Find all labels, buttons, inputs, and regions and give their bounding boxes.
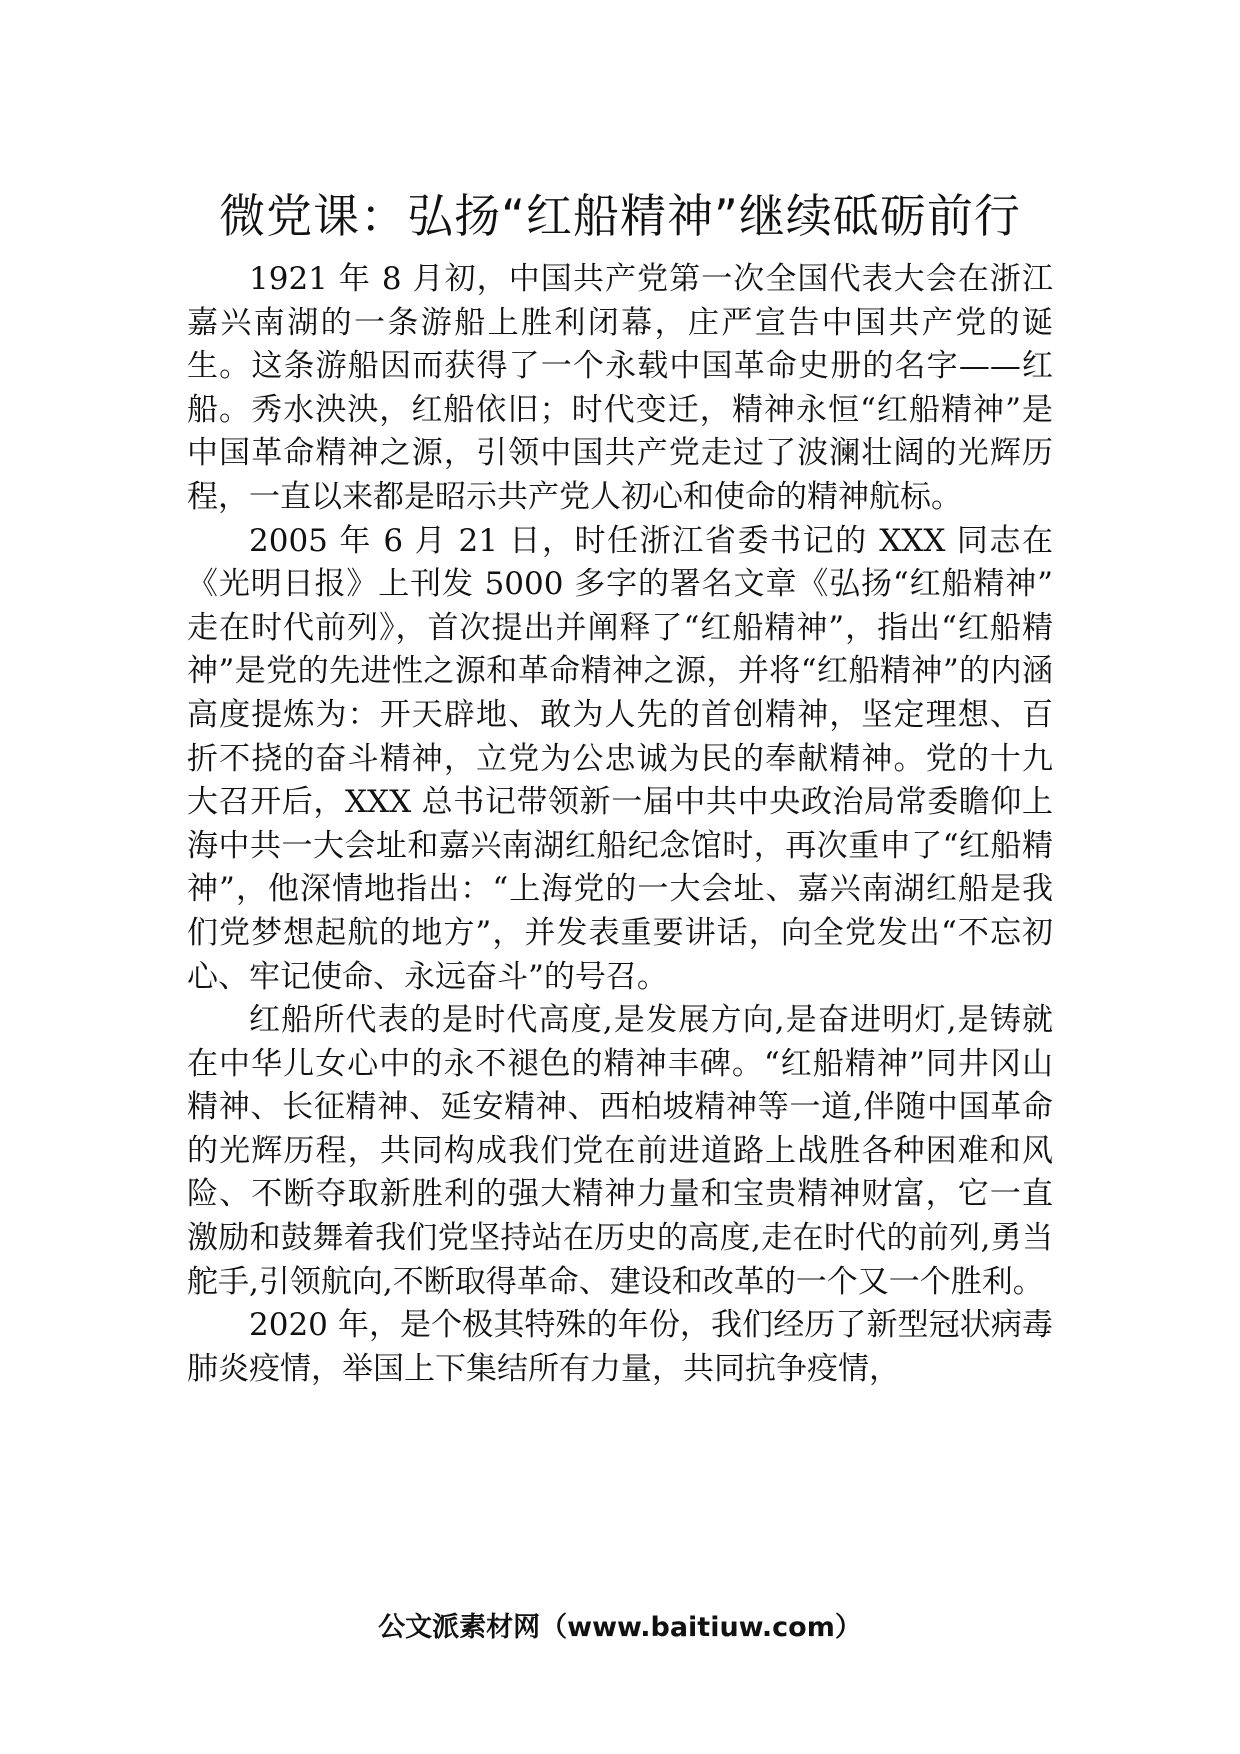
- document-body: [187, 258, 1053, 1391]
- paragraph-3: 红船所代表的是时代高度,是发展方向,是奋进明灯,是铸就在中华儿女心中的永不褪色的精神丰碑。“红船精神”同井冈山精神、长征精神、延安精神、西柏坡精神等一道,伴随中国革命的光辉历程，共同构成我们党在前进道路上战胜各种困难和风险、不断夺取新胜利的强大精神力量和宝贵精神财富，它一直激励和鼓舞着我们党坚持站在历史的高度,走在时代的前列,勇当舵手,引领航向,不断取得革命、建设和改革的一个又一个胜利。: [187, 1002, 1053, 1300]
- paragraph-1: 1921 年 8 月初，中国共产党第一次全国代表大会在浙江嘉兴南湖的一条游船上胜利闭幕，庄严宣告中国共产党的诞生。这条游船因而获得了一个永载中国革命史册的名字——红船。秀水泱泱，红船依旧；时代变迁，精神永恒“红船精神”是中国革命精神之源，引领中国共产党走过了波澜壮阔的光辉历程，一直以来都是昭示共产党人初心和使命的精神航标。: [187, 261, 1053, 515]
- paragraph-2: 2005 年 6 月 21 日，时任浙江省委书记的 XXX 同志在《光明日报》上刊发 5000 多字的署名文章《弘扬“红船精神” 走在时代前列》，首次提出并阐释了“红船精神”，指出“红船精神”是党的先进性之源和革命精神之源，并将“红船精神”的内涵高度提炼为：开天辟地、敢为人先的首创精神，坚定理想、百折不挠的奋斗精神，立党为公忠诚为民的奉献精神。党的十九大召开后，XXX 总书记带领新一届中共中央政治局常委瞻仰上海中共一大会址和嘉兴南湖红船纪念馆时，再次重申了“红船精神”，他深情地指出：“上海党的一大会址、嘉兴南湖红船是我们党梦想起航的地方”，并发表重要讲话，向全党发出“不忘初心、牢记使命、永远奋斗”的号召。: [187, 522, 1053, 995]
- paragraph-4: 2020 年，是个极其特殊的年份，我们经历了新型冠状病毒肺炎疫情，举国上下集结所有力量，共同抗争疫情，: [187, 1307, 1053, 1387]
- footer-source-link: 公文派素材网（www.baitiuw.com）: [378, 1612, 862, 1643]
- document-title: 微党课：弘扬“红船精神”继续砥砺前行: [219, 189, 1021, 243]
